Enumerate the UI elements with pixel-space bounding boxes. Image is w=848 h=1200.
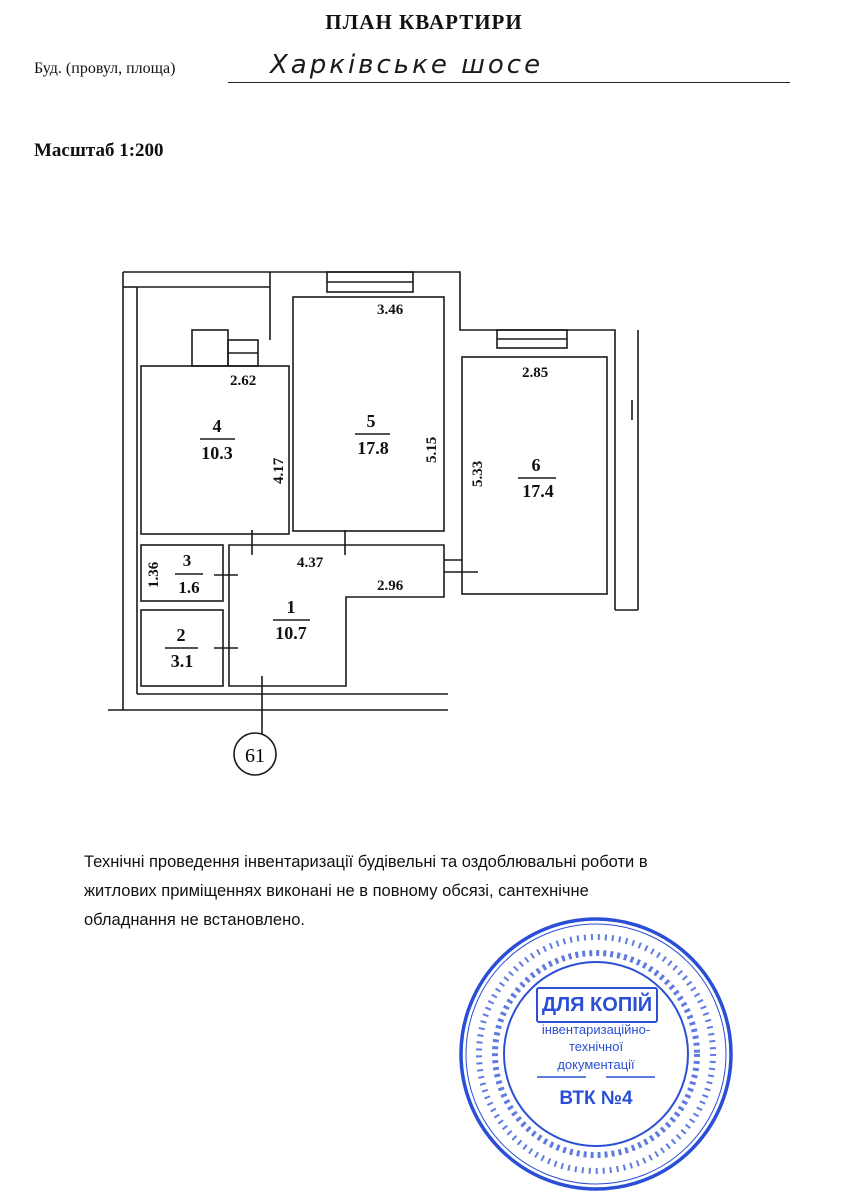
dim-room1-width: 4.37 [297, 555, 324, 571]
room-5-area: 17.8 [357, 438, 389, 458]
page-title: ПЛАН КВАРТИРИ [325, 10, 523, 34]
note-line: житлових приміщеннях виконані не в повному обсязі, сантехнічне [84, 882, 589, 900]
dim-room3-height: 1.36 [146, 561, 162, 588]
stamp-main-text: ДЛЯ КОПІЙ [541, 994, 653, 1016]
room-4-number: 4 [212, 416, 222, 436]
dim-room5-height: 5.15 [424, 436, 440, 463]
room-2-area: 3.1 [170, 651, 194, 671]
dim-room6-height: 5.33 [470, 460, 486, 487]
address-value: Харківське шосе [270, 50, 544, 80]
note-line: обладнання не встановлено. [84, 911, 305, 929]
dim-room6-width: 2.85 [522, 365, 549, 381]
room-4-area: 10.3 [201, 443, 233, 463]
room-3-number: 3 [182, 551, 192, 570]
room-1-number: 1 [286, 597, 296, 617]
room-3-area: 1.6 [178, 578, 200, 597]
dim-room4-width: 2.62 [230, 373, 257, 389]
stamp-code: ВТК №4 [559, 1088, 633, 1109]
stamp-line: інвентаризаційно- [541, 1022, 651, 1037]
dim-room4-height: 4.17 [271, 457, 287, 484]
stamp-seal [455, 913, 737, 1195]
address-label: Буд. (провул, площа) [34, 60, 176, 77]
room-6-number: 6 [531, 455, 541, 475]
room-2-number: 2 [176, 625, 186, 645]
dim-room1-short: 2.96 [377, 578, 404, 594]
room-1-area: 10.7 [275, 623, 307, 643]
apartment-number: 61 [245, 745, 265, 767]
stamp-line: технічної [568, 1039, 624, 1054]
room-6-area: 17.4 [522, 481, 554, 501]
dim-room5-width: 3.46 [377, 302, 404, 318]
room-5-number: 5 [366, 411, 376, 431]
stamp-line: документації [557, 1057, 635, 1072]
note-line: Технічні проведення інвентаризації будівельні та оздоблювальні роботи в [84, 853, 648, 871]
scale-label: Масштаб 1:200 [34, 140, 164, 161]
